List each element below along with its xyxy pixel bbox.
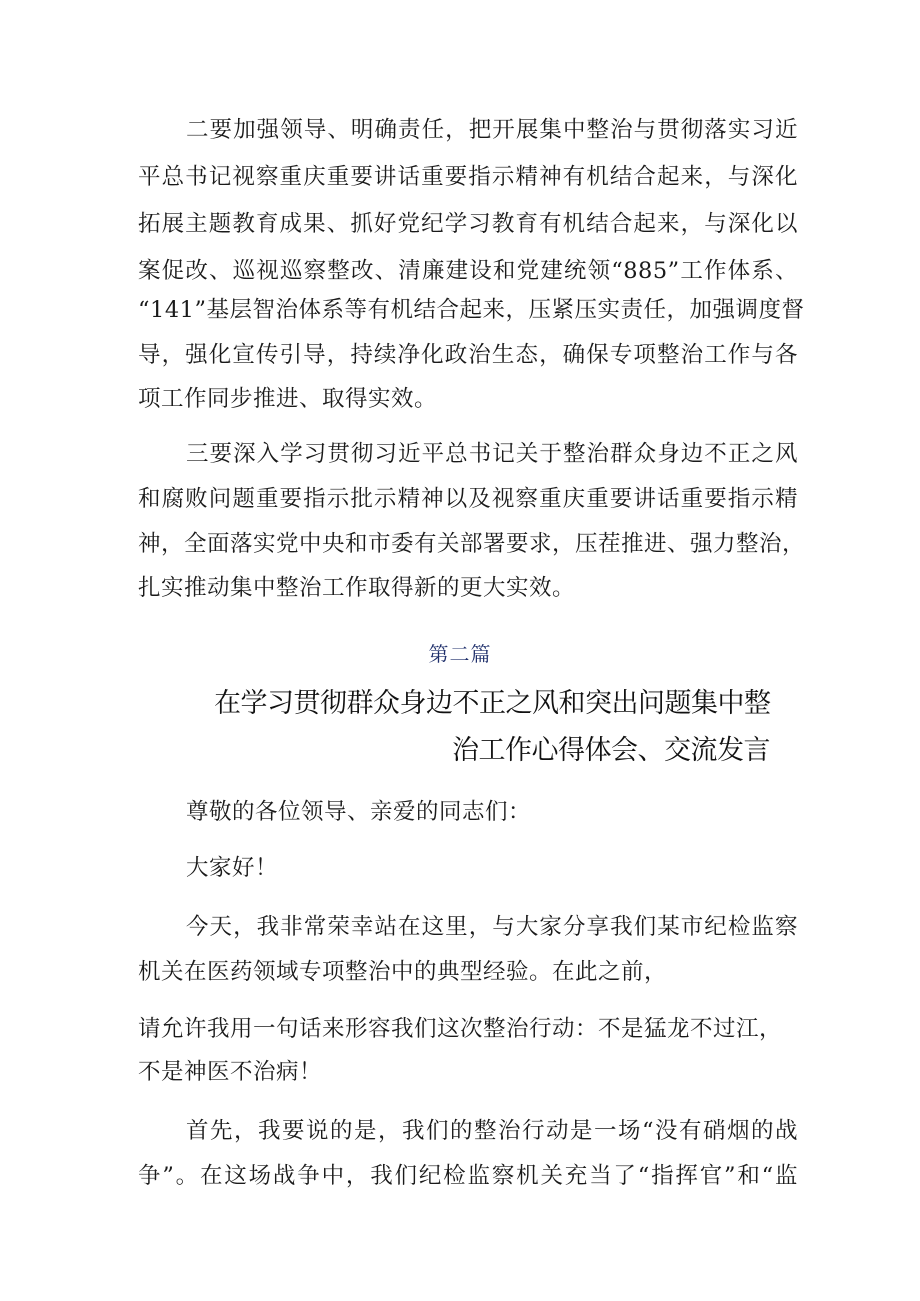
text-line: 三要深入学习贯彻习近平总书记关于整治群众身边不正之风 <box>186 441 798 467</box>
text-line: 争”。在这场战争中，我们纪检监察机关充当了“指挥官”和“监 <box>138 1163 798 1189</box>
section-label: 第二篇 <box>428 642 492 666</box>
text-line: 二要加强领导、明确责任，把开展集中整治与贯彻落实习近 <box>186 117 798 143</box>
text-line: 机关在医药领域专项整治中的典型经验。在此之前， <box>138 959 668 985</box>
text-line: 不是神医不治病！ <box>138 1059 323 1085</box>
text-line: 神，全面落实党中央和市委有关部署要求，压茬推进、强力整治， <box>138 531 806 557</box>
text-line: 扎实推动集中整治工作取得新的更大实效。 <box>138 575 576 601</box>
text-line: 首先，我要说的是，我们的整治行动是一场“没有硝烟的战 <box>186 1118 798 1144</box>
text-line: 请允许我用一句话来形容我们这次整治行动：不是猛龙不过江， <box>138 1016 783 1042</box>
text-line: 今天，我非常荣幸站在这里，与大家分享我们某市纪检监察 <box>186 914 798 940</box>
text-line: 拓展主题教育成果、抓好党纪学习教育有机结合起来，与深化以 <box>138 211 798 237</box>
salutation: 尊敬的各位领导、亲爱的同志们： <box>186 799 532 825</box>
text-line: 项工作同步推进、取得实效。 <box>138 386 438 412</box>
text-line: 和腐败问题重要指示批示精神以及视察重庆重要讲话重要指示精 <box>138 486 798 512</box>
text-line: “141”基层智治体系等有机结合起来，压紧压实责任，加强调度督 <box>138 297 805 323</box>
greeting: 大家好！ <box>186 855 279 881</box>
text-line: 平总书记视察重庆重要讲话重要指示精神有机结合起来，与深化 <box>138 164 798 190</box>
text-line: 案促改、巡视巡察整改、清廉建设和党建统领“885”工作体系、 <box>138 258 798 284</box>
document-title-line-1: 在学习贯彻群众身边不正之风和突出问题集中整 <box>214 688 771 719</box>
document-title-line-2: 治工作心得体会、交流发言 <box>452 735 770 766</box>
text-line: 导，强化宣传引导，持续净化政治生态，确保专项整治工作与各 <box>138 342 798 368</box>
